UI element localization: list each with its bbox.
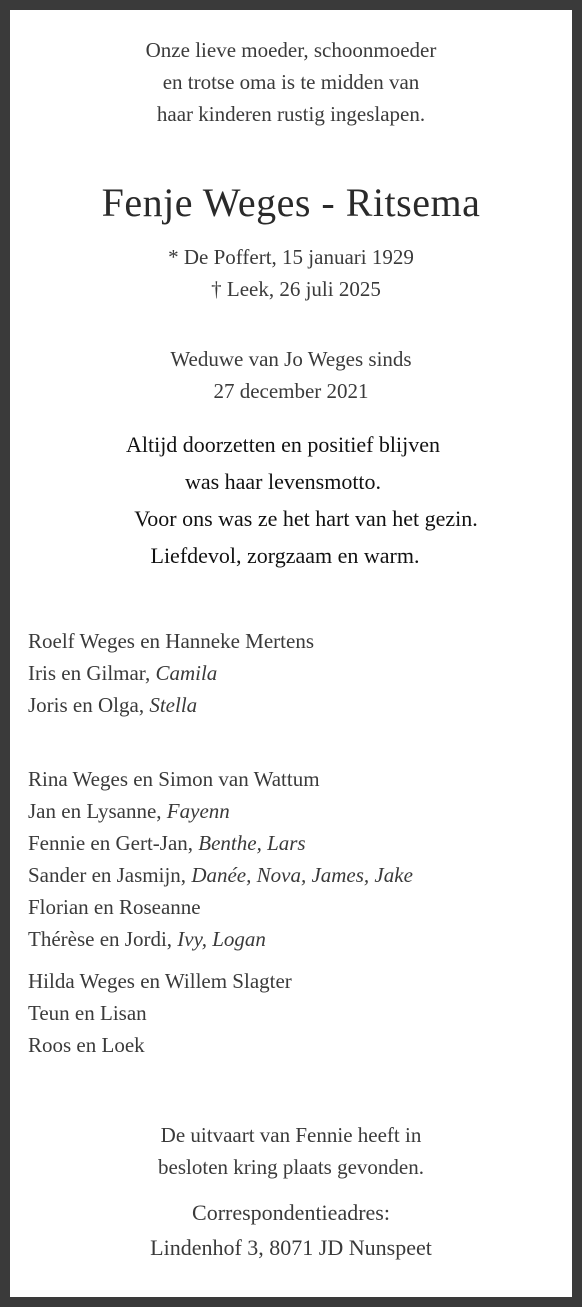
- family-member: Joris en Olga, Stella: [28, 693, 198, 717]
- correspondence-label: Correspondentieadres:: [192, 1200, 390, 1225]
- motto-line: was haar levensmotto.: [184, 469, 382, 494]
- family-head: Roelf Weges en Hanneke Mertens: [28, 629, 314, 653]
- family-member: Roos en Loek: [28, 1033, 145, 1057]
- family-member: Florian en Roseanne: [28, 895, 201, 919]
- family-member: Iris en Gilmar, Camila: [28, 661, 218, 685]
- family-head: Rina Weges en Simon van Wattum: [28, 767, 320, 791]
- family-group: [28, 625, 568, 721]
- motto-text: [10, 426, 572, 574]
- motto-line: Altijd doorzetten en positief blijven: [125, 432, 441, 457]
- family-member: Thérèse en Jordi, Ivy, Logan: [28, 927, 266, 951]
- funeral-line: De uitvaart van Fennie heeft in: [160, 1123, 422, 1147]
- correspondence-address-line: Lindenhof 3, 8071 JD Nunspeet: [150, 1235, 432, 1260]
- family-member: Jan en Lysanne, Fayenn: [28, 799, 230, 823]
- funeral-text: [10, 1119, 572, 1183]
- funeral-line: besloten kring plaats gevonden.: [158, 1155, 424, 1179]
- family-group: [28, 965, 568, 1061]
- death-line: † Leek, 26 juli 2025: [211, 277, 381, 301]
- intro-line: en trotse oma is te midden van: [162, 70, 420, 94]
- family-member: Teun en Lisan: [28, 1001, 147, 1025]
- widow-text: [10, 343, 572, 407]
- correspondence-address: [10, 1195, 572, 1265]
- motto-line: Liefdevol, zorgzaam en warm.: [150, 543, 420, 568]
- life-dates: [10, 241, 572, 305]
- widow-line: 27 december 2021: [213, 379, 369, 403]
- intro-line: haar kinderen rustig ingeslapen.: [156, 102, 426, 126]
- death-notice-card: [10, 10, 572, 1297]
- family-head: Hilda Weges en Willem Slagter: [28, 969, 292, 993]
- widow-line: Weduwe van Jo Weges sinds: [170, 347, 412, 371]
- deceased-name: Fenje Weges - Ritsema: [101, 180, 481, 225]
- family-group: [28, 763, 568, 955]
- intro-text: [10, 34, 572, 130]
- family-member: Sander en Jasmijn, Danée, Nova, James, Jake: [28, 863, 413, 887]
- intro-line: Onze lieve moeder, schoonmoeder: [145, 38, 437, 62]
- birth-line: * De Poffert, 15 januari 1929: [168, 245, 414, 269]
- family-member: Fennie en Gert-Jan, Benthe, Lars: [28, 831, 306, 855]
- motto-line: Voor ons was ze het hart van het gezin.: [134, 506, 478, 531]
